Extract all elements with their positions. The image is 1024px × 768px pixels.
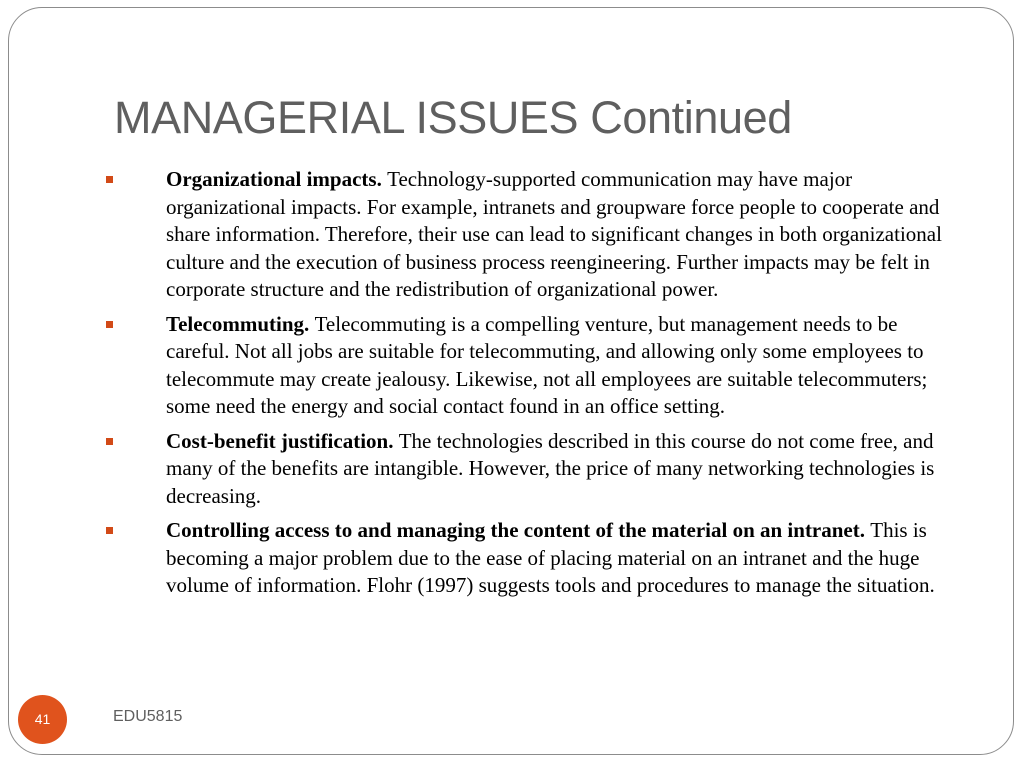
bullet-text: Telecommuting is a compelling venture, but management needs to be careful. Not all jobs are suitable for telecommuting, and allowing only some employees to telecommute may create jealousy. Likewise, not all employees are suitable telecommuters; some need the energy and social contact found in an office setting. bbox=[166, 311, 928, 418]
bullet-item-telecommuting bbox=[100, 311, 960, 421]
square-bullet-icon bbox=[106, 176, 113, 183]
slide-title: MANAGERIAL ISSUES Continued bbox=[114, 92, 792, 143]
page-number-badge: 41 bbox=[18, 695, 67, 744]
bullet-heading: Cost-benefit justification. bbox=[166, 428, 399, 453]
bullet-heading: Controlling access to and managing the content of the material on an intranet. bbox=[166, 518, 871, 542]
bullet-text: This is becoming a major problem due to the ease of placing material on an intranet and the huge volume of information. Flohr (1997) suggests tools and procedures to manage the situation. bbox=[166, 518, 935, 597]
square-bullet-icon bbox=[106, 527, 113, 534]
bullet-item-controlling-access bbox=[100, 517, 960, 600]
bullet-text: The technologies described in this course do not come free, and many of the benefits are intangible. However, the price of many networking technologies is decreasing. bbox=[166, 428, 935, 508]
bullet-item-organizational-impacts bbox=[100, 166, 960, 304]
footer-text: EDU5815 bbox=[113, 708, 183, 725]
bullet-heading: Telecommuting. bbox=[166, 311, 315, 336]
bullet-text: Technology-supported communication may have major organizational impacts. For example, intranets and groupware force people to cooperate and share information. Therefore, their use can lead to significant changes in both organizational culture and the execution of business process reengineering. Further impacts may be felt in corporate structure and the redistribution of organizational power. bbox=[166, 167, 942, 301]
bullet-item-cost-benefit bbox=[100, 428, 960, 511]
square-bullet-icon bbox=[106, 321, 113, 328]
bullet-list bbox=[100, 166, 960, 607]
bullet-heading: Organizational impacts. bbox=[166, 167, 388, 191]
square-bullet-icon bbox=[106, 438, 113, 445]
